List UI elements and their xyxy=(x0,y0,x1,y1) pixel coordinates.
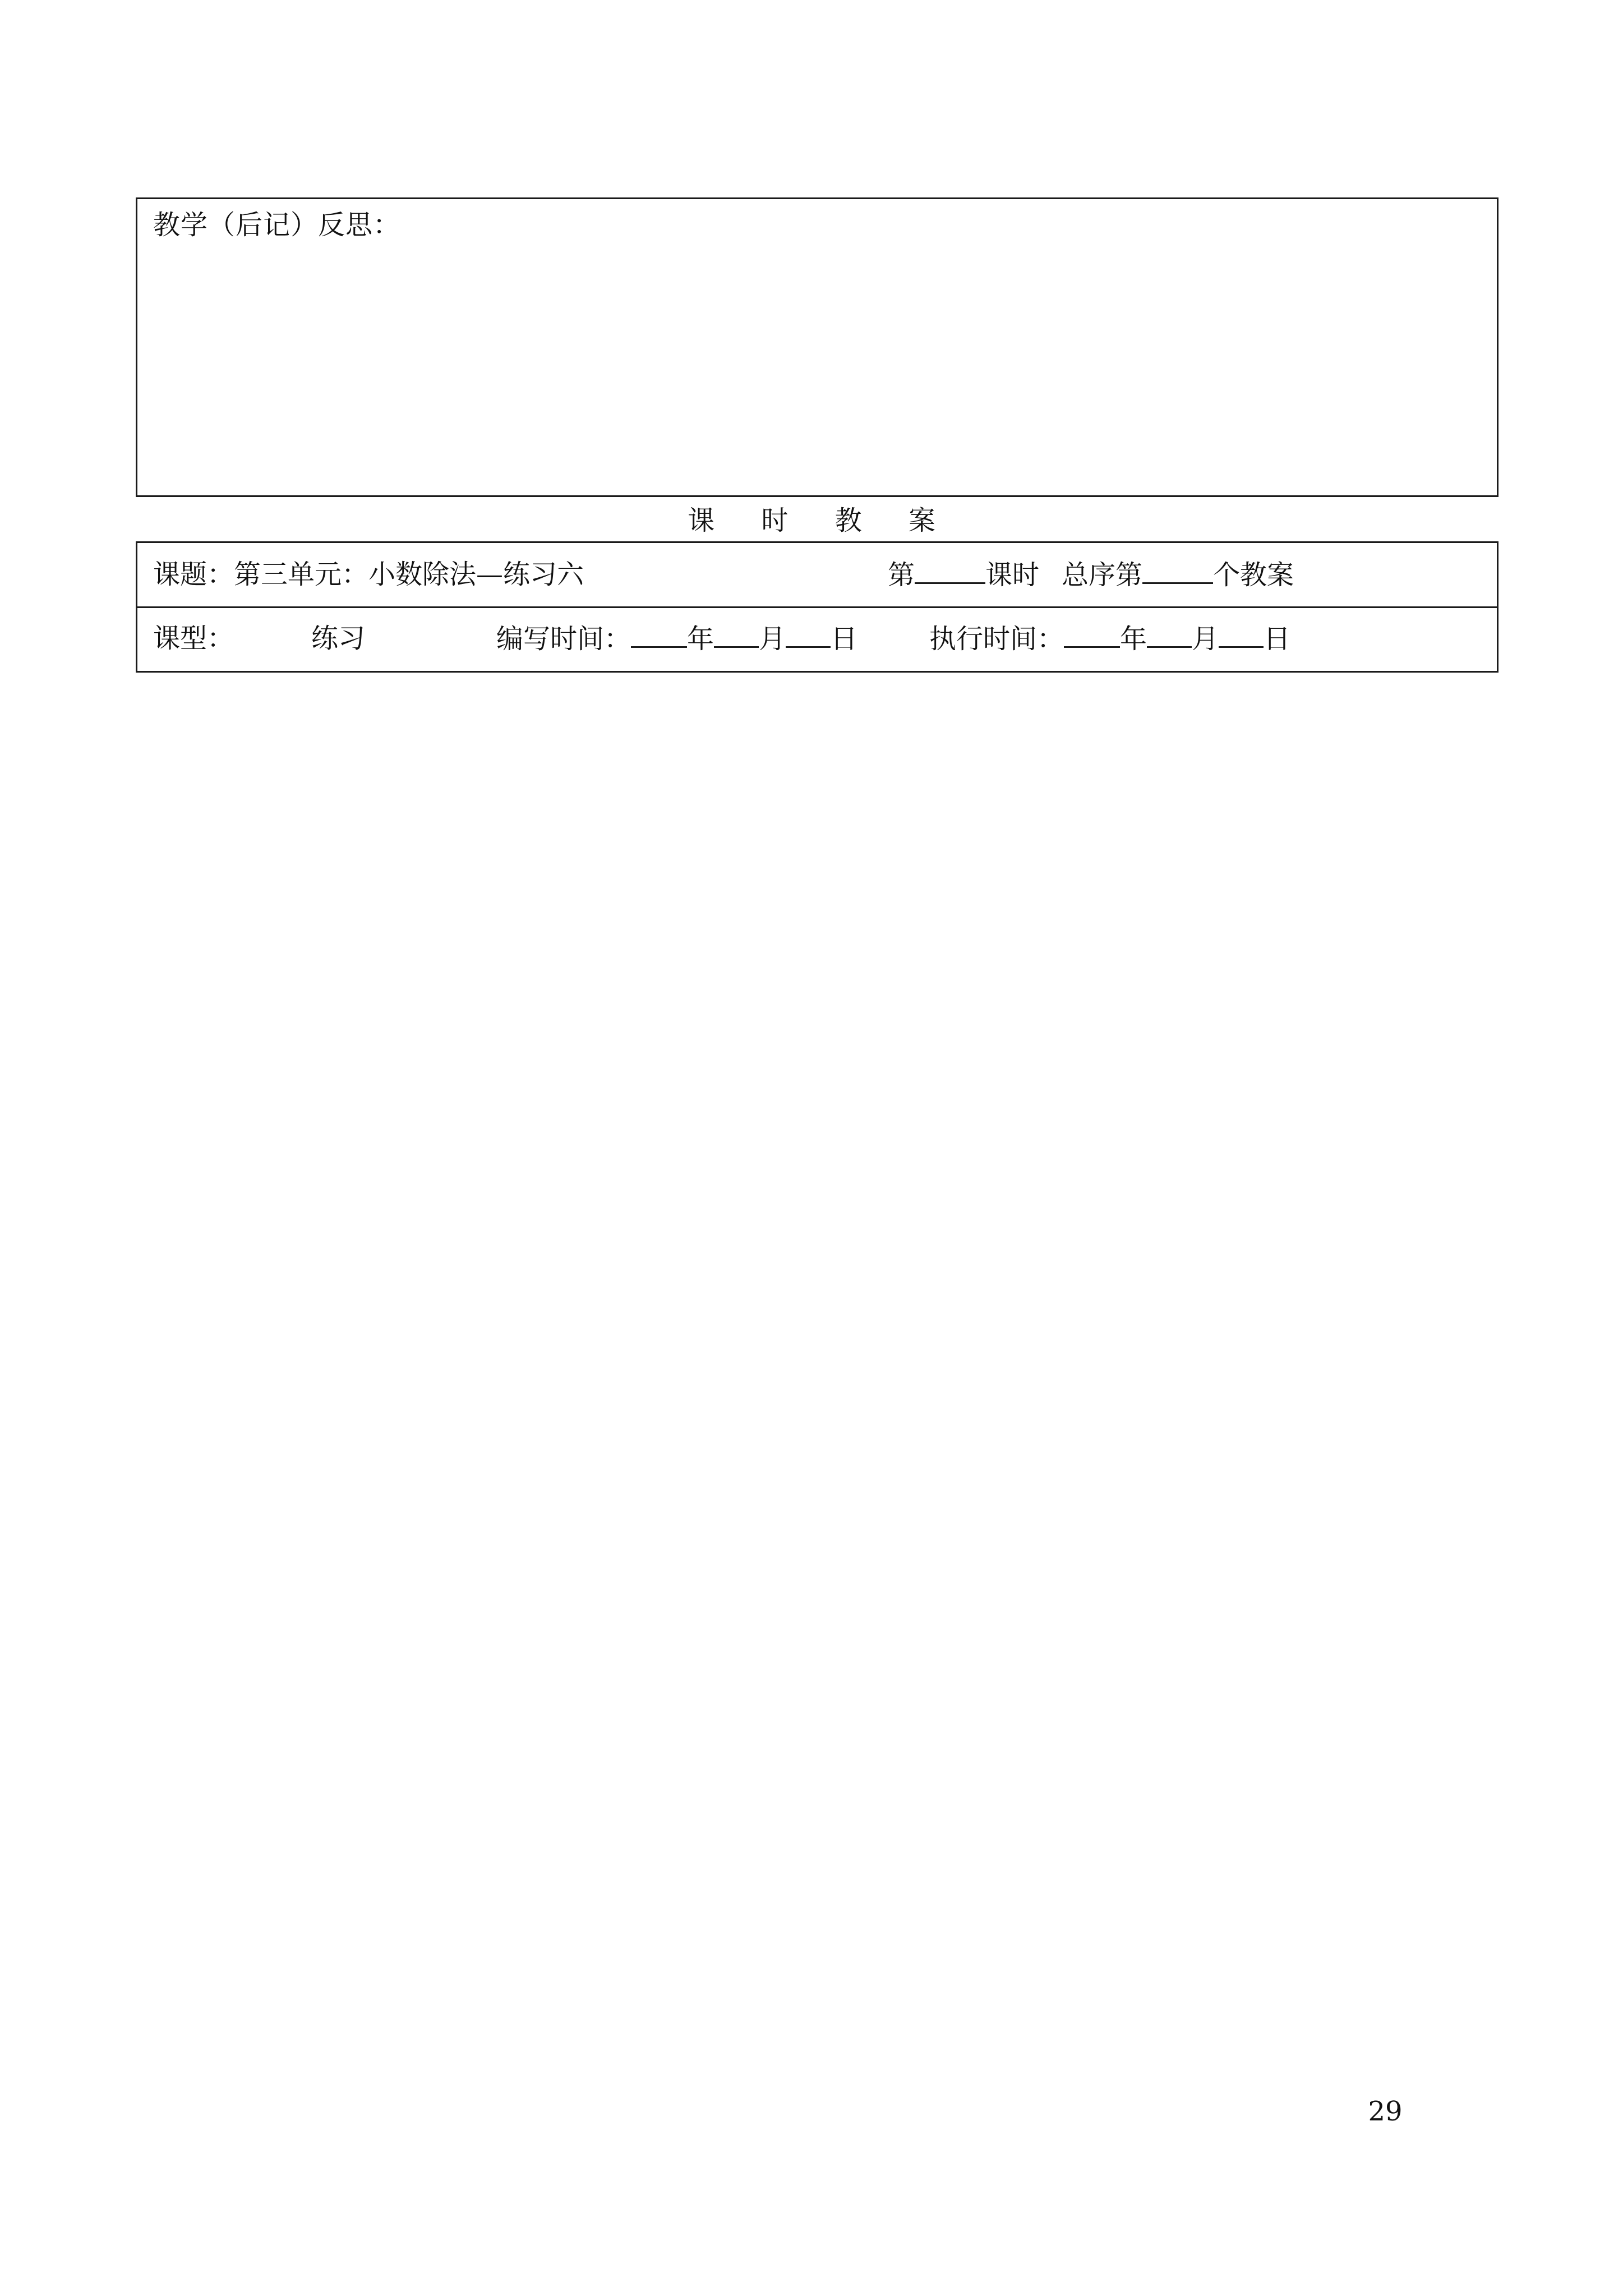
section-title-char: 课 xyxy=(688,505,715,536)
section-title-char: 教 xyxy=(834,505,862,536)
execute-day-blank[interactable] xyxy=(1219,620,1264,648)
compose-day-blank[interactable] xyxy=(786,620,831,648)
day-label: 日 xyxy=(1264,623,1291,655)
topic-text: 课题：第三单元：小数除法—练习六 xyxy=(153,559,584,590)
reflection-box xyxy=(136,197,1498,497)
type-label: 课型： xyxy=(153,623,234,654)
section-title-char: 案 xyxy=(908,505,935,536)
section-title xyxy=(0,503,1623,539)
compose-label: 编写时间： xyxy=(496,623,631,655)
execute-label: 执行时间： xyxy=(929,623,1064,655)
compose-month-blank[interactable] xyxy=(714,620,759,648)
month-label: 月 xyxy=(759,623,786,655)
reflection-label: 教学（后记）反思： xyxy=(153,209,401,241)
compose-date xyxy=(496,620,857,657)
type-row xyxy=(137,608,1497,671)
page-number: 29 xyxy=(1368,2096,1403,2127)
lesson-count xyxy=(888,556,1039,593)
type-value: 练习 xyxy=(311,623,366,654)
total-number-blank[interactable] xyxy=(1142,556,1213,584)
total-count xyxy=(1062,556,1294,593)
lesson-number-blank[interactable] xyxy=(915,556,985,584)
execute-month-blank[interactable] xyxy=(1147,620,1192,648)
year-label: 年 xyxy=(1120,623,1147,655)
execute-date xyxy=(929,620,1290,657)
month-label: 月 xyxy=(1192,623,1219,655)
lesson-suffix: 课时 xyxy=(985,559,1040,591)
execute-year-blank[interactable] xyxy=(1064,620,1120,648)
section-title-char: 时 xyxy=(761,505,789,536)
day-label: 日 xyxy=(831,623,858,655)
year-label: 年 xyxy=(687,623,714,655)
total-prefix: 总序第 xyxy=(1062,559,1143,591)
total-suffix: 个教案 xyxy=(1213,559,1294,591)
compose-year-blank[interactable] xyxy=(631,620,687,648)
lesson-info-table xyxy=(136,541,1498,673)
topic-row xyxy=(137,543,1497,608)
lesson-prefix: 第 xyxy=(888,559,915,591)
